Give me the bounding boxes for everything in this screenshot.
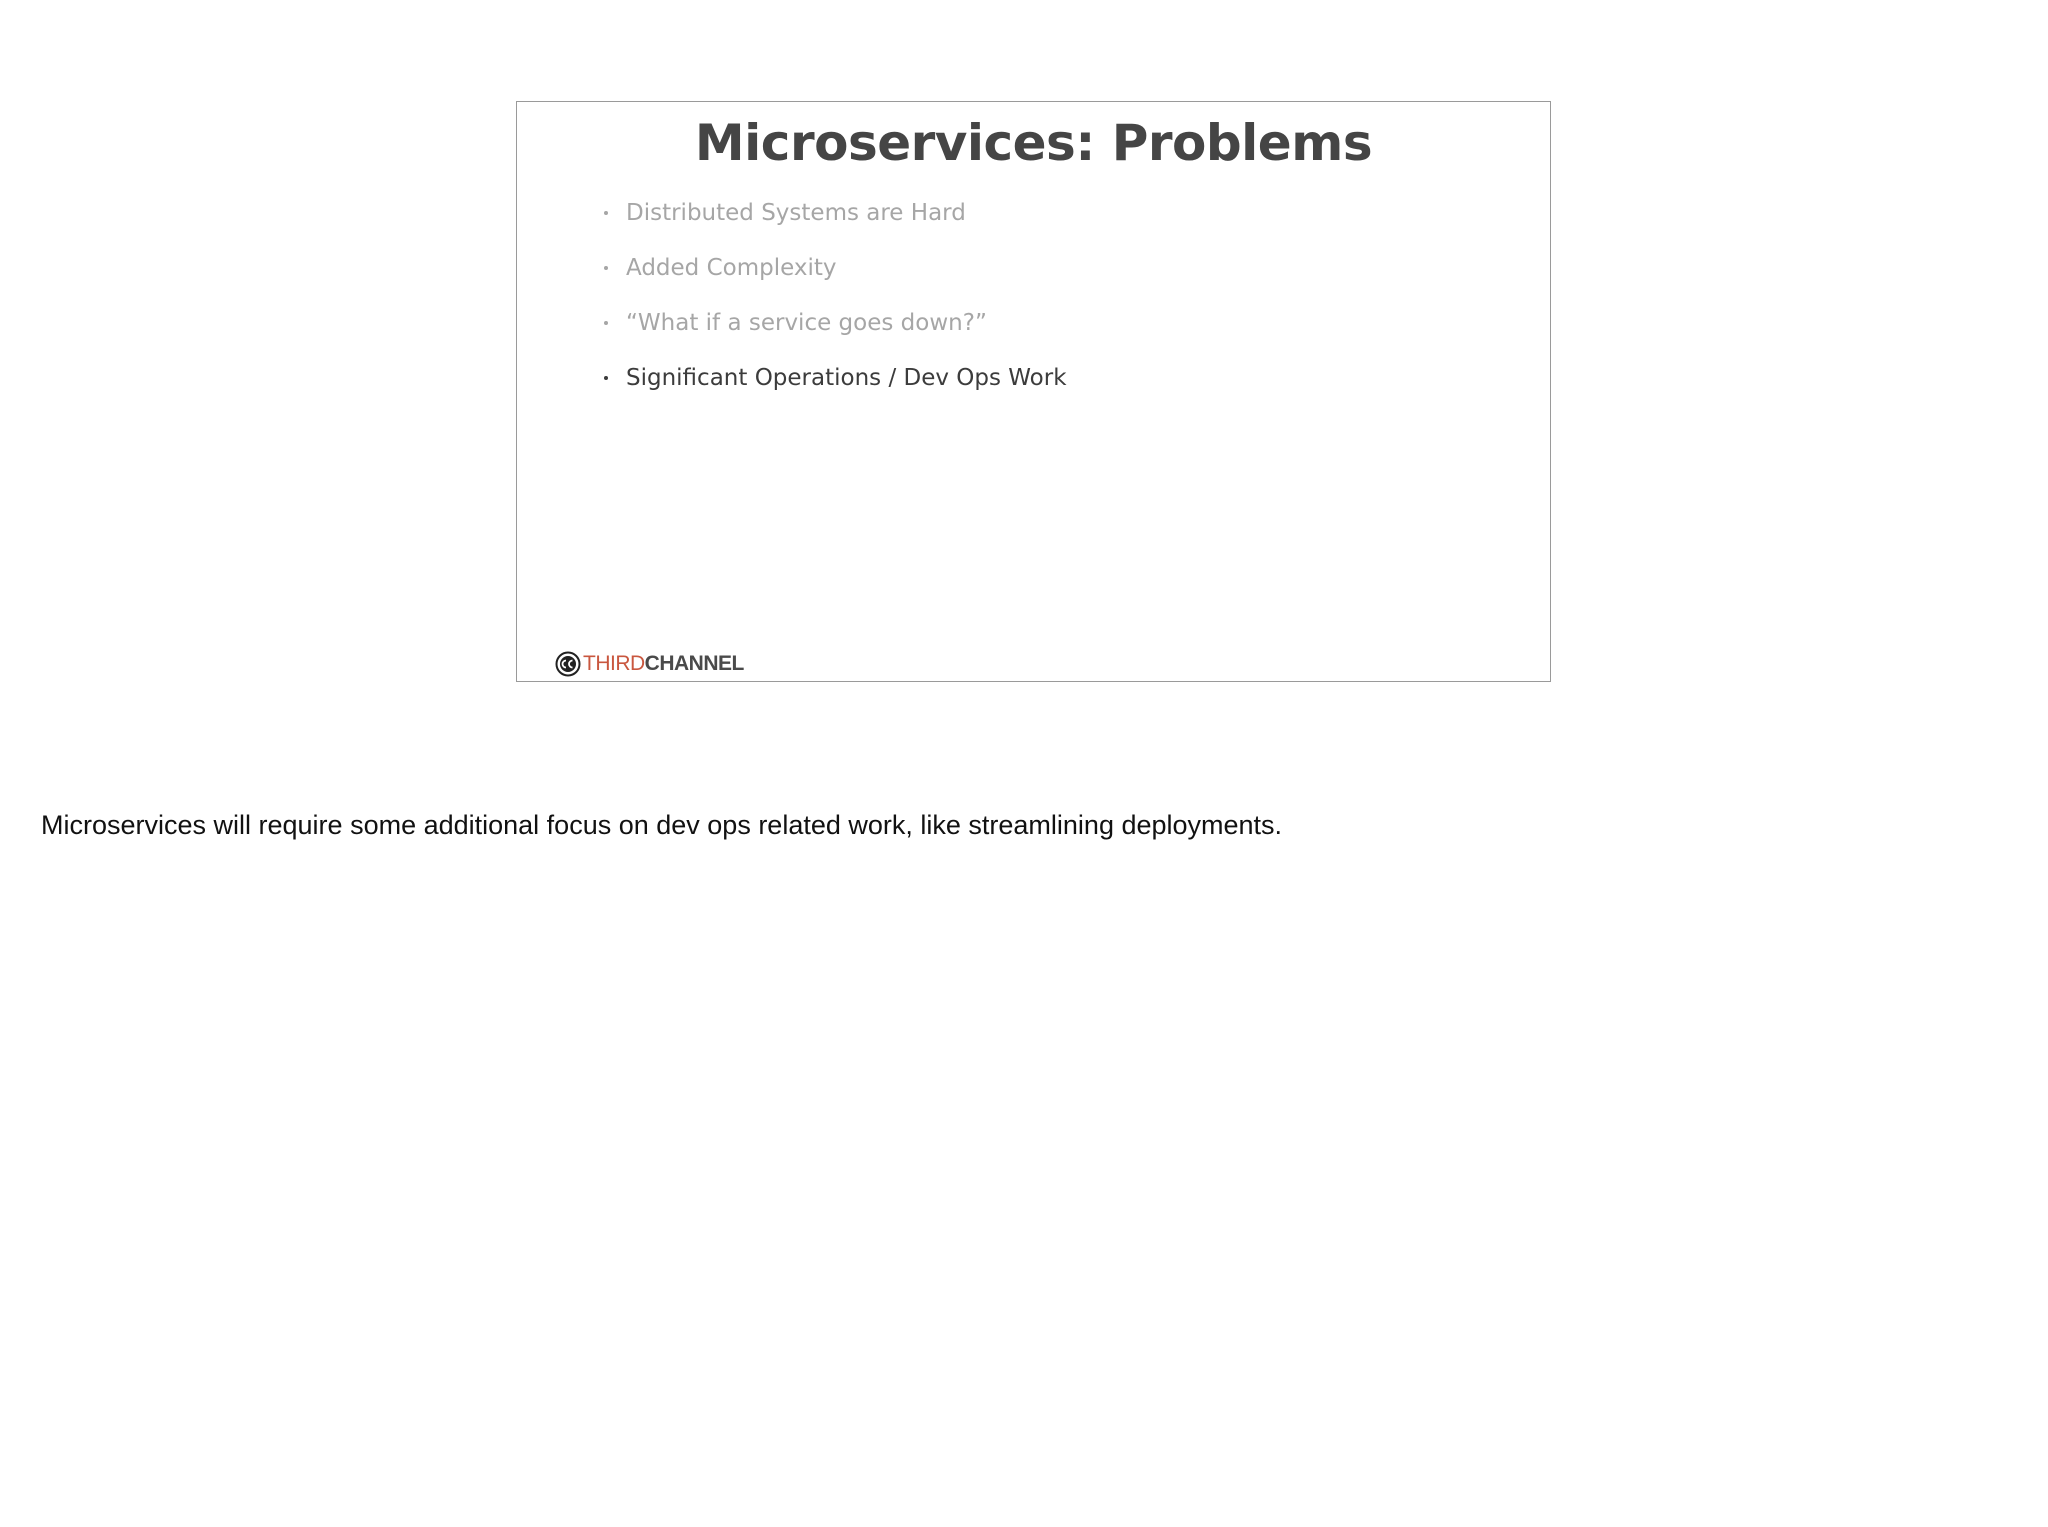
company-logo bbox=[555, 650, 744, 678]
bullet-text: Significant Operations / Dev Ops Work bbox=[626, 364, 1067, 391]
bullet-item-active bbox=[604, 350, 1067, 405]
bullet-item bbox=[604, 185, 1067, 240]
bullet-item bbox=[604, 240, 1067, 295]
presenter-notes: Microservices will require some additional focus on dev ops related work, like streamlining deployments. bbox=[41, 810, 1283, 840]
bullet-item bbox=[604, 295, 1067, 350]
bullet-icon bbox=[604, 211, 608, 215]
slide-title: Microservices: Problems bbox=[694, 114, 1373, 172]
bullet-icon bbox=[604, 321, 608, 325]
bullet-list bbox=[604, 185, 1067, 405]
bullet-text: Distributed Systems are Hard bbox=[626, 199, 966, 226]
bullet-text: Added Complexity bbox=[626, 254, 837, 281]
bullet-text: “What if a service goes down?” bbox=[626, 309, 987, 336]
logo-text: THIRDCHANNEL bbox=[583, 652, 744, 675]
thirdchannel-logo-icon bbox=[555, 651, 581, 677]
bullet-icon bbox=[604, 376, 608, 380]
bullet-icon bbox=[604, 266, 608, 270]
slide bbox=[516, 101, 1551, 682]
